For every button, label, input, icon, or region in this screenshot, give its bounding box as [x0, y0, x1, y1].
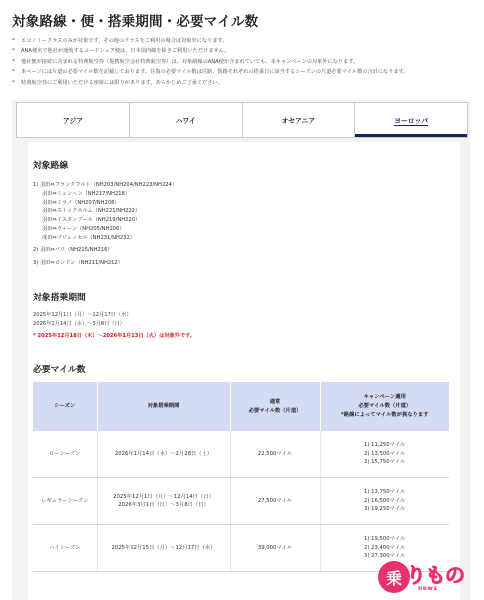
- region-tabs: [16, 102, 468, 138]
- note-item: * 特典航空券にご利用いただける座席には限りがあります。あらかじめご了承ください。: [12, 79, 223, 86]
- tab-oceania[interactable]: オセアニア: [242, 102, 355, 138]
- season-cell: レギュラーシーズン: [33, 478, 97, 525]
- watermark-logo: [378, 559, 480, 597]
- campaign-miles-cell: 1) 13,750マイル 2) 16,500マイル 3) 19,250マイル: [320, 478, 449, 525]
- watermark-glyph: 乗: [378, 561, 410, 593]
- tab-asia[interactable]: アジア: [16, 102, 129, 138]
- period-cell: 2025年12月1日（月）〜12月14日（日） 2026年3月1日（日）〜3月8日（日）: [97, 478, 230, 525]
- route-item: 羽田⇔ストックホルム（NH221/NH222）: [42, 208, 141, 215]
- route-item: 成田⇔ブリュッセル（NH231/NH232）: [42, 234, 135, 241]
- route-item: 2) 羽田⇔パリ（NH215/NH216）: [33, 247, 113, 253]
- watermark-text: りもの: [406, 563, 465, 587]
- note-item: * 本ページには片道の必要マイル数を記載しております。往復の必要マイル数は往路、復路それぞれの搭乗日に該当するシーズンの片道必要マイル数の合計になります。: [12, 69, 409, 76]
- route-item: 3) 羽田⇔ロンドン（NH211/NH212）: [33, 260, 123, 266]
- note-item: * 他社便が接続に含まれる特典航空券（提携航空会社特典航空券）は、対象路線のANA便が含まれていても、本キャンペーンの対象外になります。: [12, 58, 359, 65]
- normal-miles-cell: 39,000マイル: [230, 525, 320, 572]
- route-item: 羽田⇔ウィーン（NH205/NH206）: [42, 226, 125, 232]
- campaign-miles-cell: 1) 11,250マイル 2) 13,500マイル 3) 15,750マイル: [320, 431, 449, 478]
- season-cell: ハイシーズン: [33, 525, 97, 572]
- normal-miles-cell: 22,500マイル: [230, 431, 320, 478]
- period-cell: 2026年1月14日（水）〜2月28日（土）: [97, 431, 230, 478]
- region-tabs-container: [12, 100, 470, 600]
- period-cell: 2025年12月15日（月）〜12月17日（水）: [97, 525, 230, 572]
- period-title: 対象搭乗期間: [33, 293, 86, 303]
- routes-title: 対象路線: [33, 161, 69, 171]
- notes-list: [12, 36, 474, 88]
- route-item: 羽田⇔イスタンブール（NH219/NH220）: [42, 217, 141, 224]
- normal-miles-cell: 27,500マイル: [230, 478, 320, 525]
- campaign-miles-cell: 1) 19,500マイル 2) 23,400マイル 3) 27,300マイル: [320, 525, 449, 572]
- miles-title: 必要マイル数: [33, 365, 86, 375]
- tab-europe[interactable]: ヨーロッパ: [354, 102, 468, 138]
- period-exclusion-note: * 2025年12月18日（木）〜2026年1月13日（火）は対象外です。: [33, 333, 195, 339]
- col-header-period: 対象搭乗期間: [97, 382, 230, 431]
- period-line: 2026年1月14日（水）〜3月8日（日）: [33, 321, 125, 327]
- table-row: [33, 431, 449, 478]
- col-header-campaign-miles: キャンペーン適用 必要マイル数（片道） *路線によってマイル数が異なります: [320, 382, 449, 431]
- page-title: 対象路線・便・搭乗期間・必要マイル数: [12, 14, 259, 30]
- route-item: 1) 羽田⇔フランクフルト（NH203/NH204/NH223/NH224）: [33, 182, 178, 188]
- table-row: [33, 478, 449, 525]
- col-header-normal-miles: 通常 必要マイル数（片道）: [230, 382, 320, 431]
- watermark-sub: news: [418, 585, 438, 592]
- miles-table: [33, 382, 449, 572]
- tab-hawaii[interactable]: ハワイ: [129, 102, 242, 138]
- note-item: * エコノミークラスのみが対象です。その他のクラスをご利用の場合は対象外になります。: [12, 38, 228, 44]
- route-item: 羽田⇔ミュンヘン（NH217/NH218）: [42, 190, 131, 197]
- tab-panel-europe: [28, 142, 460, 600]
- season-cell: ローシーズン: [33, 431, 97, 478]
- note-item: * ANA便名で他社が運航するコードシェア便は、日本国内線を除きご利用いただけません。: [12, 48, 230, 55]
- route-item: 羽田⇔ミラノ（NH207/NH208）: [42, 199, 120, 206]
- period-line: 2025年12月1日（月）〜12月17日（水）: [33, 312, 132, 318]
- miles-table-header: [33, 382, 449, 431]
- col-header-season: シーズン: [33, 382, 97, 431]
